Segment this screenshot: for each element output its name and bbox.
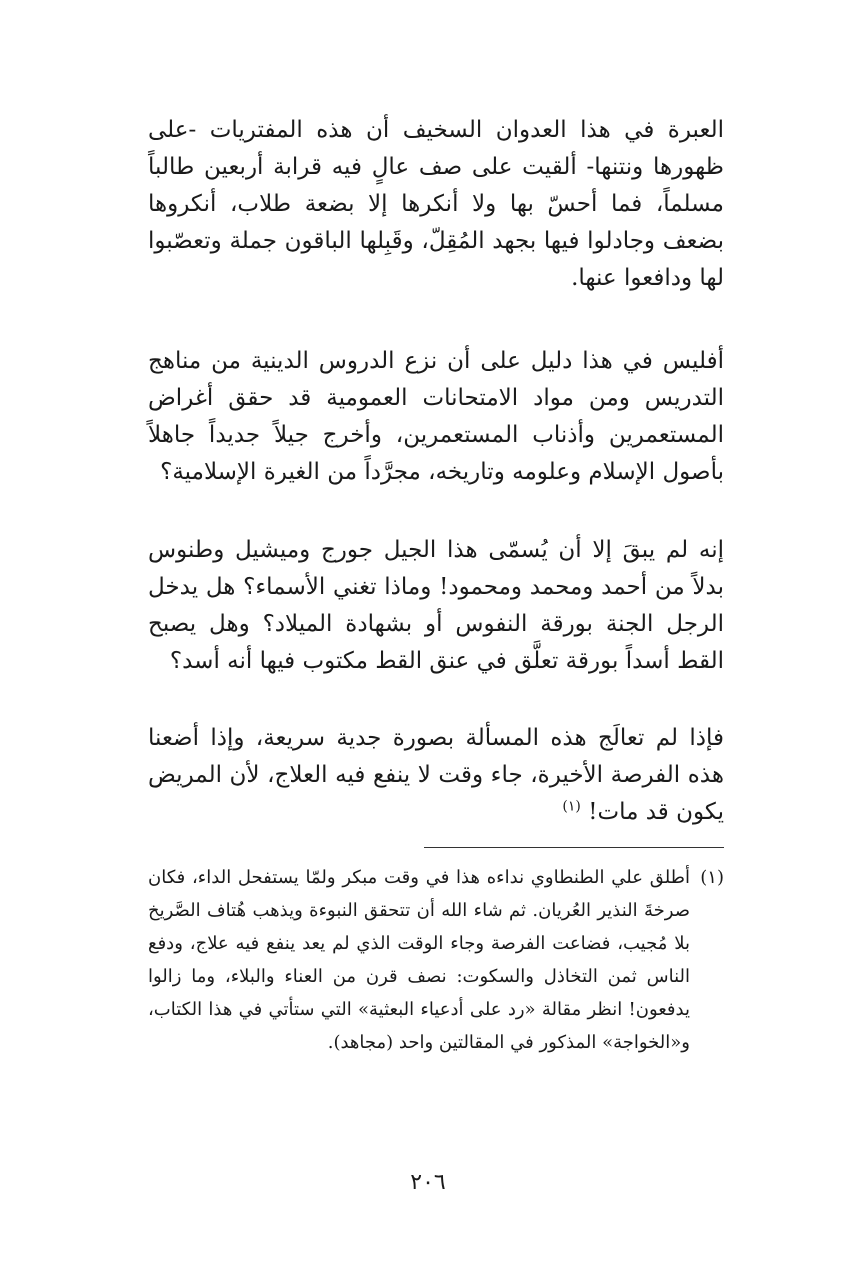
paragraph-2-text: أفليس في هذا دليل على أن نزع الدروس الدينية من مناهج التدريس ومن مواد الامتحانات العمومية قد حقق أغراض المستعمرين وأذناب المستعمرين، وأخرج جيلاً جديداً جاهلاً بأصول الإسلام وعلومه وتاريخه، مجرَّداً من الغيرة الإسلامية؟: [148, 348, 724, 485]
footnote-divider: [424, 847, 724, 848]
paragraph-3-text: إنه لم يبقَ إلا أن يُسمّى هذا الجيل جورج وميشيل وطنوس بدلاً من أحمد ومحمد ومحمود! وماذا تغني الأسماء؟ هل يدخل الرجل الجنة بورقة النفوس أو بشهادة الميلاد؟ وهل يصبح القط أسداً بورقة تعلَّق في عنق القط مكتوب فيها أنه أسد؟: [148, 537, 724, 674]
footnote-marker: (١): [700, 867, 724, 888]
paragraph-1: [148, 112, 724, 297]
paragraph-4-wrapper: [148, 720, 724, 831]
paragraph-3: [148, 532, 724, 680]
footnote-text: أطلق علي الطنطاوي نداءه هذا في وقت مبكر ولمّا يستفحل الداء، فكان صرخةَ النذير العُريان. ثم شاء الله أن تتحقق النبوءة ويذهب هُتاف الصَّريخ بلا مُجيب، فضاعت الفرصة وجاء الوقت الذي لم يعد ينفع فيه علاج، ودفع الناس ثمن التخاذل والسكوت: نصف قرن من العناء والبلاء، وما زالوا يدفعون! انظر مقالة «رد على أدعياء البعثية» التي ستأتي في هذا الكتاب، و«الخواجة» المذكور في المقالتين واحد (مجاهد).: [148, 867, 690, 1053]
paragraph-1-text: العبرة في هذا العدوان السخيف أن هذه المفتريات -على ظهورها ونتنها- ألقيت على صف عالٍ فيه قرابة أربعين طالباً مسلماً، فما أحسّ بها ولا أنكرها إلا بضعة طلاب، أنكروها بضعف وجادلوا فيها بجهد المُقِلّ، وقَبِلها الباقون جملة وتعصّبوا لها ودافعوا عنها.: [148, 117, 724, 291]
page-number: ٢٠٦: [410, 1170, 446, 1195]
footnote-reference[interactable]: (١): [562, 798, 581, 815]
footnote: [148, 861, 724, 1059]
paragraph-2: [148, 343, 724, 491]
paragraph-4: [148, 720, 724, 831]
paragraph-4-text: فإذا لم تعالَج هذه المسألة بصورة جدية سريعة، وإذا أضعنا هذه الفرصة الأخيرة، جاء وقت لا ينفع فيه العلاج، لأن المريض يكون قد مات!: [148, 725, 724, 825]
